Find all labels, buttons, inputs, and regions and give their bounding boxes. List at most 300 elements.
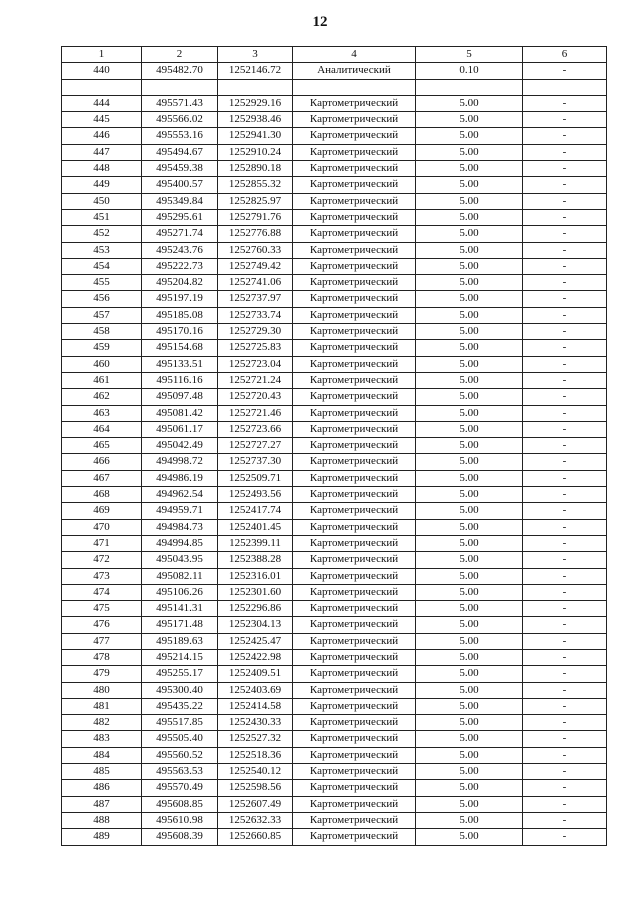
point-number-cell: 464 (62, 421, 142, 437)
point-number-cell: 451 (62, 209, 142, 225)
x-coordinate-cell: 495204.82 (142, 275, 218, 291)
y-coordinate-cell (218, 79, 293, 95)
method-cell: Картометрический (293, 568, 416, 584)
y-coordinate-cell: 1252721.46 (218, 405, 293, 421)
x-coordinate-cell: 495608.39 (142, 829, 218, 845)
x-coordinate-cell: 495185.08 (142, 307, 218, 323)
table-row (62, 764, 607, 780)
y-coordinate-cell: 1252723.66 (218, 421, 293, 437)
x-coordinate-cell: 495133.51 (142, 356, 218, 372)
x-coordinate-cell: 495042.49 (142, 438, 218, 454)
method-cell: Картометрический (293, 633, 416, 649)
method-cell: Картометрический (293, 95, 416, 111)
y-coordinate-cell: 1252403.69 (218, 682, 293, 698)
x-coordinate-cell: 495563.53 (142, 764, 218, 780)
note-cell: - (523, 340, 607, 356)
y-coordinate-cell: 1252737.30 (218, 454, 293, 470)
point-number-cell: 478 (62, 649, 142, 665)
point-number-cell: 468 (62, 487, 142, 503)
table-row (62, 161, 607, 177)
point-number-cell: 471 (62, 535, 142, 551)
table-row (62, 356, 607, 372)
table-row (62, 112, 607, 128)
accuracy-cell: 5.00 (416, 812, 523, 828)
point-number-cell: 482 (62, 715, 142, 731)
point-number-cell: 454 (62, 258, 142, 274)
accuracy-cell: 5.00 (416, 747, 523, 763)
note-cell: - (523, 715, 607, 731)
y-coordinate-cell: 1252938.46 (218, 112, 293, 128)
point-number-cell: 463 (62, 405, 142, 421)
point-number-cell: 486 (62, 780, 142, 796)
x-coordinate-cell: 495081.42 (142, 405, 218, 421)
method-cell: Картометрический (293, 747, 416, 763)
table-row (62, 649, 607, 665)
note-cell: - (523, 372, 607, 388)
note-cell: - (523, 128, 607, 144)
note-cell: - (523, 584, 607, 600)
accuracy-cell: 5.00 (416, 209, 523, 225)
table-row (62, 715, 607, 731)
note-cell: - (523, 209, 607, 225)
x-coordinate-cell: 495082.11 (142, 568, 218, 584)
table-row (62, 519, 607, 535)
note-cell: - (523, 405, 607, 421)
accuracy-cell: 5.00 (416, 503, 523, 519)
point-number-cell: 459 (62, 340, 142, 356)
table-row (62, 177, 607, 193)
table-row (62, 780, 607, 796)
table-row (62, 470, 607, 486)
table-row (62, 438, 607, 454)
method-cell: Картометрический (293, 649, 416, 665)
note-cell: - (523, 226, 607, 242)
table-row (62, 275, 607, 291)
x-coordinate-cell: 495141.31 (142, 601, 218, 617)
method-cell: Картометрический (293, 275, 416, 291)
method-cell: Картометрический (293, 161, 416, 177)
method-cell: Картометрический (293, 829, 416, 845)
x-coordinate-cell: 495553.16 (142, 128, 218, 144)
note-cell: - (523, 796, 607, 812)
method-cell: Картометрический (293, 242, 416, 258)
method-cell: Картометрический (293, 324, 416, 340)
point-number-cell: 479 (62, 666, 142, 682)
point-number-cell: 457 (62, 307, 142, 323)
y-coordinate-cell: 1252760.33 (218, 242, 293, 258)
y-coordinate-cell: 1252430.33 (218, 715, 293, 731)
table-row (62, 307, 607, 323)
note-cell: - (523, 356, 607, 372)
accuracy-cell: 5.00 (416, 356, 523, 372)
accuracy-cell: 5.00 (416, 535, 523, 551)
x-coordinate-cell: 495608.85 (142, 796, 218, 812)
point-number-cell: 470 (62, 519, 142, 535)
column-header-1: 1 (62, 47, 142, 63)
y-coordinate-cell: 1252721.24 (218, 372, 293, 388)
point-number-cell: 474 (62, 584, 142, 600)
accuracy-cell: 5.00 (416, 438, 523, 454)
note-cell (523, 79, 607, 95)
method-cell: Картометрический (293, 487, 416, 503)
point-number-cell: 481 (62, 698, 142, 714)
accuracy-cell: 5.00 (416, 242, 523, 258)
table-row (62, 487, 607, 503)
y-coordinate-cell: 1252509.71 (218, 470, 293, 486)
x-coordinate-cell: 495189.63 (142, 633, 218, 649)
point-number-cell: 485 (62, 764, 142, 780)
x-coordinate-cell: 495154.68 (142, 340, 218, 356)
y-coordinate-cell: 1252729.30 (218, 324, 293, 340)
method-cell: Картометрический (293, 307, 416, 323)
table-row (62, 503, 607, 519)
x-coordinate-cell: 495197.19 (142, 291, 218, 307)
x-coordinate-cell: 494959.71 (142, 503, 218, 519)
method-cell: Картометрический (293, 812, 416, 828)
point-number-cell: 488 (62, 812, 142, 828)
method-cell: Картометрический (293, 421, 416, 437)
table-row (62, 144, 607, 160)
point-number-cell: 461 (62, 372, 142, 388)
accuracy-cell: 5.00 (416, 193, 523, 209)
y-coordinate-cell: 1252146.72 (218, 63, 293, 79)
point-number-cell: 440 (62, 63, 142, 79)
y-coordinate-cell: 1252409.51 (218, 666, 293, 682)
header-row (62, 47, 607, 63)
x-coordinate-cell: 494994.85 (142, 535, 218, 551)
point-number-cell: 456 (62, 291, 142, 307)
note-cell: - (523, 552, 607, 568)
y-coordinate-cell: 1252607.49 (218, 796, 293, 812)
note-cell: - (523, 307, 607, 323)
method-cell: Картометрический (293, 731, 416, 747)
accuracy-cell: 5.00 (416, 682, 523, 698)
x-coordinate-cell: 495271.74 (142, 226, 218, 242)
method-cell: Картометрический (293, 258, 416, 274)
table-row (62, 666, 607, 682)
y-coordinate-cell: 1252776.88 (218, 226, 293, 242)
note-cell: - (523, 519, 607, 535)
x-coordinate-cell: 495116.16 (142, 372, 218, 388)
accuracy-cell: 5.00 (416, 698, 523, 714)
accuracy-cell: 5.00 (416, 487, 523, 503)
method-cell (293, 79, 416, 95)
y-coordinate-cell: 1252540.12 (218, 764, 293, 780)
note-cell: - (523, 470, 607, 486)
y-coordinate-cell: 1252296.86 (218, 601, 293, 617)
y-coordinate-cell: 1252741.06 (218, 275, 293, 291)
note-cell: - (523, 568, 607, 584)
point-number-cell: 446 (62, 128, 142, 144)
note-cell: - (523, 193, 607, 209)
point-number-cell: 467 (62, 470, 142, 486)
note-cell: - (523, 275, 607, 291)
y-coordinate-cell: 1252733.74 (218, 307, 293, 323)
point-number-cell: 476 (62, 617, 142, 633)
method-cell: Картометрический (293, 780, 416, 796)
table-row (62, 568, 607, 584)
note-cell: - (523, 258, 607, 274)
note-cell: - (523, 63, 607, 79)
point-number-cell: 450 (62, 193, 142, 209)
note-cell: - (523, 112, 607, 128)
x-coordinate-cell: 495171.48 (142, 617, 218, 633)
point-number-cell: 452 (62, 226, 142, 242)
point-number-cell: 466 (62, 454, 142, 470)
y-coordinate-cell: 1252401.45 (218, 519, 293, 535)
accuracy-cell: 5.00 (416, 161, 523, 177)
accuracy-cell: 5.00 (416, 389, 523, 405)
point-number-cell: 460 (62, 356, 142, 372)
table-row (62, 633, 607, 649)
table-row (62, 389, 607, 405)
note-cell: - (523, 161, 607, 177)
accuracy-cell: 5.00 (416, 95, 523, 111)
method-cell: Картометрический (293, 372, 416, 388)
point-number-cell: 453 (62, 242, 142, 258)
accuracy-cell: 0.10 (416, 63, 523, 79)
y-coordinate-cell: 1252941.30 (218, 128, 293, 144)
note-cell: - (523, 649, 607, 665)
note-cell: - (523, 324, 607, 340)
table-row (62, 340, 607, 356)
accuracy-cell: 5.00 (416, 601, 523, 617)
note-cell: - (523, 829, 607, 845)
table-row (62, 601, 607, 617)
x-coordinate-cell: 495222.73 (142, 258, 218, 274)
accuracy-cell: 5.00 (416, 731, 523, 747)
table-row (62, 535, 607, 551)
table-row (62, 584, 607, 600)
table-row (62, 63, 607, 79)
accuracy-cell: 5.00 (416, 177, 523, 193)
x-coordinate-cell: 495295.61 (142, 209, 218, 225)
point-number-cell: 475 (62, 601, 142, 617)
accuracy-cell: 5.00 (416, 421, 523, 437)
method-cell: Картометрический (293, 796, 416, 812)
method-cell: Картометрический (293, 209, 416, 225)
y-coordinate-cell: 1252493.56 (218, 487, 293, 503)
note-cell: - (523, 633, 607, 649)
note-cell: - (523, 601, 607, 617)
x-coordinate-cell: 495571.43 (142, 95, 218, 111)
x-coordinate-cell: 495517.85 (142, 715, 218, 731)
column-header-5: 5 (416, 47, 523, 63)
method-cell: Картометрический (293, 535, 416, 551)
point-number-cell: 444 (62, 95, 142, 111)
note-cell: - (523, 177, 607, 193)
point-number-cell: 469 (62, 503, 142, 519)
y-coordinate-cell: 1252527.32 (218, 731, 293, 747)
accuracy-cell: 5.00 (416, 324, 523, 340)
method-cell: Картометрический (293, 682, 416, 698)
x-coordinate-cell: 495435.22 (142, 698, 218, 714)
column-header-6: 6 (523, 47, 607, 63)
method-cell: Картометрический (293, 128, 416, 144)
table-row (62, 617, 607, 633)
page-number: 12 (312, 14, 328, 30)
x-coordinate-cell: 494984.73 (142, 519, 218, 535)
table-body (62, 63, 607, 845)
accuracy-cell: 5.00 (416, 128, 523, 144)
y-coordinate-cell: 1252316.01 (218, 568, 293, 584)
method-cell: Картометрический (293, 470, 416, 486)
table-row (62, 552, 607, 568)
accuracy-cell: 5.00 (416, 275, 523, 291)
table-row (62, 226, 607, 242)
method-cell: Картометрический (293, 715, 416, 731)
accuracy-cell: 5.00 (416, 552, 523, 568)
accuracy-cell: 5.00 (416, 291, 523, 307)
table-row (62, 796, 607, 812)
method-cell: Картометрический (293, 584, 416, 600)
accuracy-cell: 5.00 (416, 829, 523, 845)
table-row (62, 291, 607, 307)
method-cell: Картометрический (293, 764, 416, 780)
point-number-cell: 477 (62, 633, 142, 649)
method-cell: Картометрический (293, 144, 416, 160)
y-coordinate-cell: 1252422.98 (218, 649, 293, 665)
accuracy-cell: 5.00 (416, 649, 523, 665)
y-coordinate-cell: 1252723.04 (218, 356, 293, 372)
x-coordinate-cell: 495097.48 (142, 389, 218, 405)
note-cell: - (523, 698, 607, 714)
y-coordinate-cell: 1252301.60 (218, 584, 293, 600)
method-cell: Картометрический (293, 503, 416, 519)
accuracy-cell: 5.00 (416, 568, 523, 584)
x-coordinate-cell: 495061.17 (142, 421, 218, 437)
note-cell: - (523, 617, 607, 633)
y-coordinate-cell: 1252660.85 (218, 829, 293, 845)
table-row (62, 95, 607, 111)
table-row (62, 829, 607, 845)
note-cell: - (523, 242, 607, 258)
note-cell: - (523, 291, 607, 307)
x-coordinate-cell: 495300.40 (142, 682, 218, 698)
method-cell: Картометрический (293, 226, 416, 242)
y-coordinate-cell: 1252791.76 (218, 209, 293, 225)
y-coordinate-cell: 1252890.18 (218, 161, 293, 177)
note-cell: - (523, 487, 607, 503)
table-row (62, 421, 607, 437)
method-cell: Картометрический (293, 177, 416, 193)
accuracy-cell: 5.00 (416, 454, 523, 470)
x-coordinate-cell: 495505.40 (142, 731, 218, 747)
coordinates-table (61, 46, 607, 846)
note-cell: - (523, 535, 607, 551)
table-row (62, 128, 607, 144)
y-coordinate-cell: 1252825.97 (218, 193, 293, 209)
method-cell: Картометрический (293, 340, 416, 356)
x-coordinate-cell: 495570.49 (142, 780, 218, 796)
x-coordinate-cell: 495566.02 (142, 112, 218, 128)
x-coordinate-cell: 494998.72 (142, 454, 218, 470)
table-row (62, 454, 607, 470)
y-coordinate-cell: 1252388.28 (218, 552, 293, 568)
y-coordinate-cell: 1252417.74 (218, 503, 293, 519)
accuracy-cell: 5.00 (416, 780, 523, 796)
y-coordinate-cell: 1252720.43 (218, 389, 293, 405)
y-coordinate-cell: 1252414.58 (218, 698, 293, 714)
method-cell: Картометрический (293, 519, 416, 535)
method-cell: Аналитический (293, 63, 416, 79)
point-number-cell: 472 (62, 552, 142, 568)
table-header (62, 47, 607, 63)
x-coordinate-cell: 495106.26 (142, 584, 218, 600)
y-coordinate-cell: 1252929.16 (218, 95, 293, 111)
accuracy-cell: 5.00 (416, 372, 523, 388)
y-coordinate-cell: 1252304.13 (218, 617, 293, 633)
x-coordinate-cell: 495170.16 (142, 324, 218, 340)
accuracy-cell: 5.00 (416, 617, 523, 633)
x-coordinate-cell: 495610.98 (142, 812, 218, 828)
table-row (62, 682, 607, 698)
accuracy-cell: 5.00 (416, 470, 523, 486)
table-row (62, 209, 607, 225)
point-number-cell: 483 (62, 731, 142, 747)
y-coordinate-cell: 1252725.83 (218, 340, 293, 356)
point-number-cell: 480 (62, 682, 142, 698)
column-header-2: 2 (142, 47, 218, 63)
table-row (62, 812, 607, 828)
table-row (62, 258, 607, 274)
accuracy-cell: 5.00 (416, 226, 523, 242)
column-header-3: 3 (218, 47, 293, 63)
point-number-cell: 458 (62, 324, 142, 340)
method-cell: Картометрический (293, 356, 416, 372)
method-cell: Картометрический (293, 601, 416, 617)
x-coordinate-cell: 495214.15 (142, 649, 218, 665)
table-row (62, 698, 607, 714)
note-cell: - (523, 812, 607, 828)
accuracy-cell: 5.00 (416, 144, 523, 160)
method-cell: Картометрический (293, 389, 416, 405)
accuracy-cell: 5.00 (416, 584, 523, 600)
table-row (62, 324, 607, 340)
point-number-cell: 445 (62, 112, 142, 128)
accuracy-cell: 5.00 (416, 258, 523, 274)
method-cell: Картометрический (293, 454, 416, 470)
method-cell: Картометрический (293, 291, 416, 307)
y-coordinate-cell: 1252399.11 (218, 535, 293, 551)
point-number-cell: 487 (62, 796, 142, 812)
accuracy-cell: 5.00 (416, 764, 523, 780)
point-number-cell: 455 (62, 275, 142, 291)
table-row (62, 242, 607, 258)
note-cell: - (523, 666, 607, 682)
x-coordinate-cell (142, 79, 218, 95)
point-number-cell: 489 (62, 829, 142, 845)
note-cell: - (523, 389, 607, 405)
column-header-4: 4 (293, 47, 416, 63)
y-coordinate-cell: 1252425.47 (218, 633, 293, 649)
method-cell: Картометрический (293, 666, 416, 682)
method-cell: Картометрический (293, 405, 416, 421)
point-number-cell: 447 (62, 144, 142, 160)
y-coordinate-cell: 1252749.42 (218, 258, 293, 274)
x-coordinate-cell: 495560.52 (142, 747, 218, 763)
accuracy-cell: 5.00 (416, 796, 523, 812)
x-coordinate-cell: 495482.70 (142, 63, 218, 79)
point-number-cell: 484 (62, 747, 142, 763)
note-cell: - (523, 454, 607, 470)
accuracy-cell (416, 79, 523, 95)
x-coordinate-cell: 494986.19 (142, 470, 218, 486)
table-row (62, 731, 607, 747)
y-coordinate-cell: 1252727.27 (218, 438, 293, 454)
accuracy-cell: 5.00 (416, 519, 523, 535)
note-cell: - (523, 144, 607, 160)
